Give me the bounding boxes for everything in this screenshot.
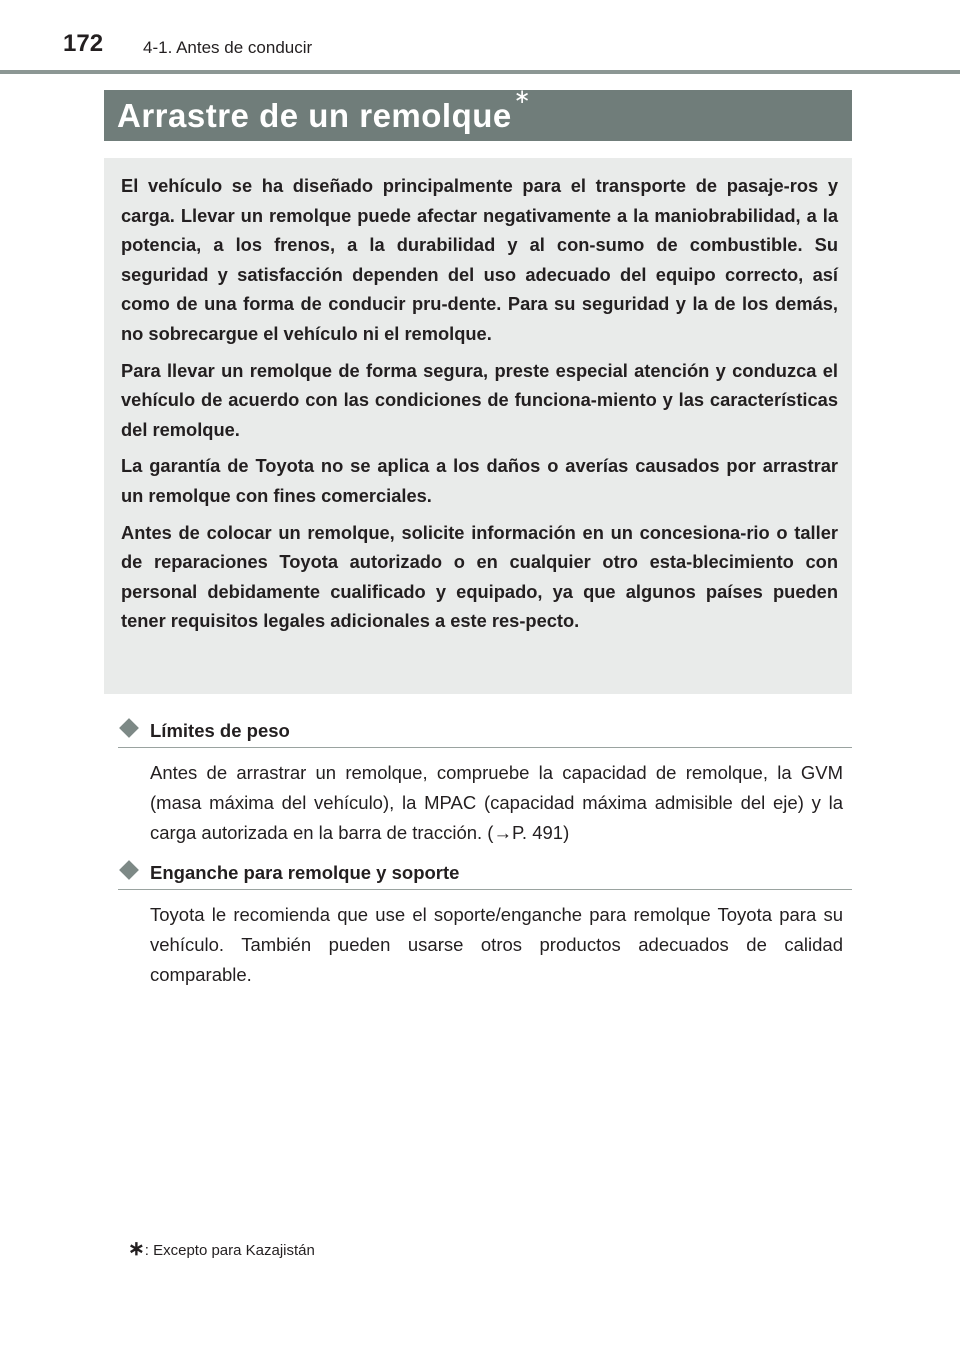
subheading-text: Límites de peso bbox=[150, 720, 290, 741]
title-bar bbox=[104, 86, 852, 141]
page-number: 172 bbox=[63, 30, 104, 57]
footnote-text: : Excepto para Kazajistán bbox=[144, 1242, 315, 1259]
footnote bbox=[128, 1236, 315, 1261]
diamond-icon bbox=[119, 860, 139, 880]
weight-limits-body: Antes de arrastrar un remolque, compruebe la capacidad de remolque, la GVM (masa máxima del vehículo), la MPAC (capacidad máxima admisible del eje) y la carga autorizada en la barra de tracción. (→P. 491) bbox=[150, 762, 843, 843]
intro-paragraph: Para llevar un remolque de forma segura, preste especial atención y conduzca el vehículo de acuerdo con las condiciones de funciona-miento y las características del remolque. bbox=[121, 359, 838, 440]
intro-box bbox=[104, 158, 852, 694]
subheading-hitch bbox=[118, 854, 852, 890]
page-title: Arrastre de un remolque bbox=[117, 97, 512, 134]
intro-paragraph: Antes de colocar un remolque, solicite información en un concesiona-rio o taller de reparaciones Toyota autorizado o en cualquier otro esta-blecimiento con personal debidamente cualificado y equipado, ya que algunos países pueden tener requisitos legales adicionales a este res-pecto. bbox=[121, 521, 838, 632]
title-asterisk: ∗ bbox=[513, 86, 531, 108]
diamond-icon bbox=[119, 718, 139, 738]
intro-paragraph: La garantía de Toyota no se aplica a los daños o averías causados por arrastrar un remolque con fines comerciales. bbox=[121, 455, 838, 506]
footnote-asterisk: ∗ bbox=[128, 1238, 145, 1260]
hitch-body: Toyota le recomienda que use el soporte/enganche para remolque Toyota para su vehículo. También pueden usarse otros productos adecuados de calidad comparable. bbox=[150, 904, 843, 985]
header-rule bbox=[0, 70, 960, 74]
intro-paragraph: El vehículo se ha diseñado principalmente para el transporte de pasaje-ros y carga. Llevar un remolque puede afectar negativamente a la maniobrabilidad, a la potencia, a los frenos, a la durabilidad y al con-sumo de combustible. Su seguridad y satisfacción dependen del uso adecuado del equipo correcto, así como de una forma de conducir pru-dente. Para su seguridad y la de los demás, no sobrecargue el vehículo ni el remolque. bbox=[121, 175, 838, 344]
section-label: 4-1. Antes de conducir bbox=[143, 38, 313, 57]
subheading-text: Enganche para remolque y soporte bbox=[150, 862, 460, 883]
subheading-weight-limits bbox=[118, 712, 852, 748]
